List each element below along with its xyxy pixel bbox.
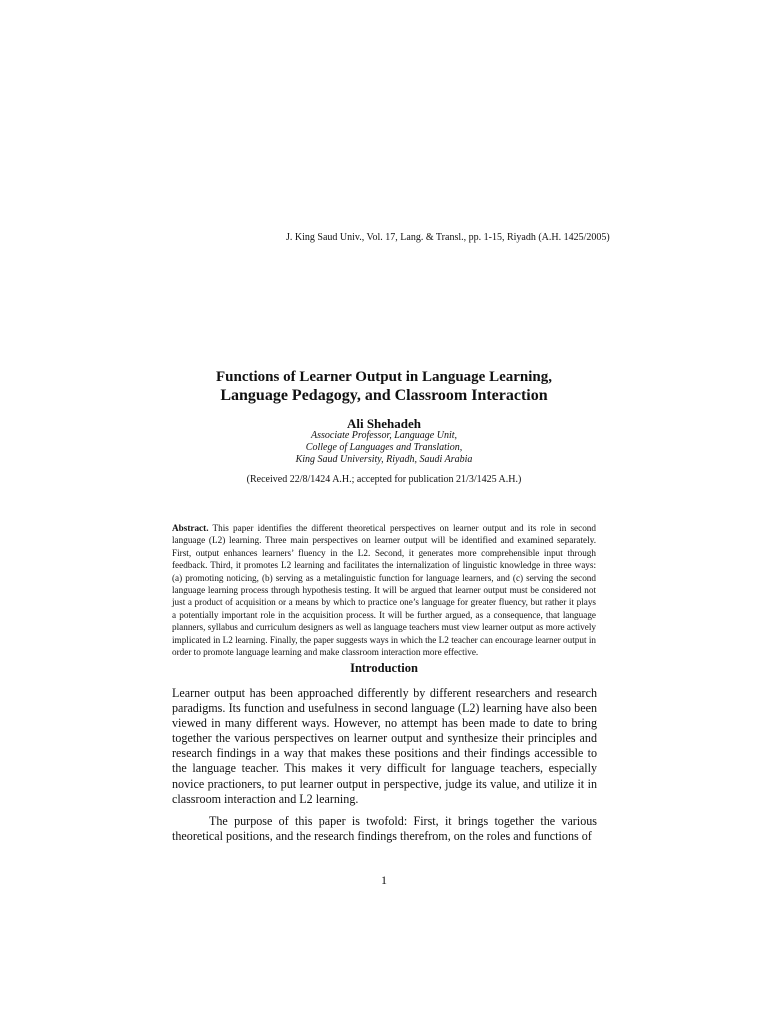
author-name: Ali Shehadeh: [346, 416, 422, 431]
abstract-text: This paper identifies the different theoretical perspectives on learner output and its role in second language (L2) learning. Three main perspectives on learner output will be identified and examined separately. First, output enhances learners’ fluency in the L2. Second, it generates more comprehensible input through feedback. Third, it promotes L2 learning and facilitates the internalization of linguistic knowledge in three ways: (a) promoting noticing, (b) serving as a metalinguistic function for language learners, and (c) serving the second language learning process through hypothesis testing. It will be argued that learner output must be considered not just a product of acquisition or a means by which to practice one’s language for greater fluency, but rather it plays a potentially important role in the acquisition process. It will be further argued, as a consequence, that language planners, syllabus and curriculum designers as well as language teachers must view learner output as more actively implicated in L2 learning. Finally, the paper suggests ways in which the L2 teacher can encourage learner output in order to promote language learning and make classroom interaction more effective.: [172, 523, 596, 658]
page-number: 1: [381, 873, 387, 887]
received-date: (Received 22/8/1424 A.H.; accepted for publication 21/3/1425 A.H.): [246, 474, 522, 485]
introduction-heading: Introduction: [350, 661, 418, 675]
paper-title-line-1: Functions of Learner Output in Language Learning,: [215, 369, 552, 385]
paper-title: [150, 369, 618, 405]
introduction-paragraph-1: Learner output has been approached differently by different researchers and research paradigms. Its function and usefulness in second language (L2) learning have also been viewed in many different ways. However, no attempt has been made to date to bring together the various perspectives on learner output and synthesize their principles and research findings in a way that makes these positions and their findings accessible to the language teacher. This makes it very difficult for language teachers, especially novice practioners, to put learner output in perspective, judge its value, and utilize it in classroom interaction and L2 learning.: [172, 686, 597, 806]
journal-citation: J. King Saud Univ., Vol. 17, Lang. & Transl., pp. 1-15, Riyadh (A.H. 1425/2005): [286, 232, 610, 243]
affiliation-line-3: King Saud University, Riyadh, Saudi Arabia: [295, 454, 473, 465]
introduction-paragraph-2: The purpose of this paper is twofold: First, it brings together the various theoretical positions, and the research findings therefrom, on the roles and functions of: [172, 814, 597, 844]
author-affiliation: [150, 430, 618, 466]
paper-title-line-2: Language Pedagogy, and Classroom Interaction: [220, 387, 548, 404]
affiliation-line-1: Associate Professor, Language Unit,: [310, 430, 457, 441]
abstract: [172, 522, 596, 658]
affiliation-line-2: College of Languages and Translation,: [305, 442, 463, 453]
abstract-label: Abstract.: [172, 523, 209, 533]
